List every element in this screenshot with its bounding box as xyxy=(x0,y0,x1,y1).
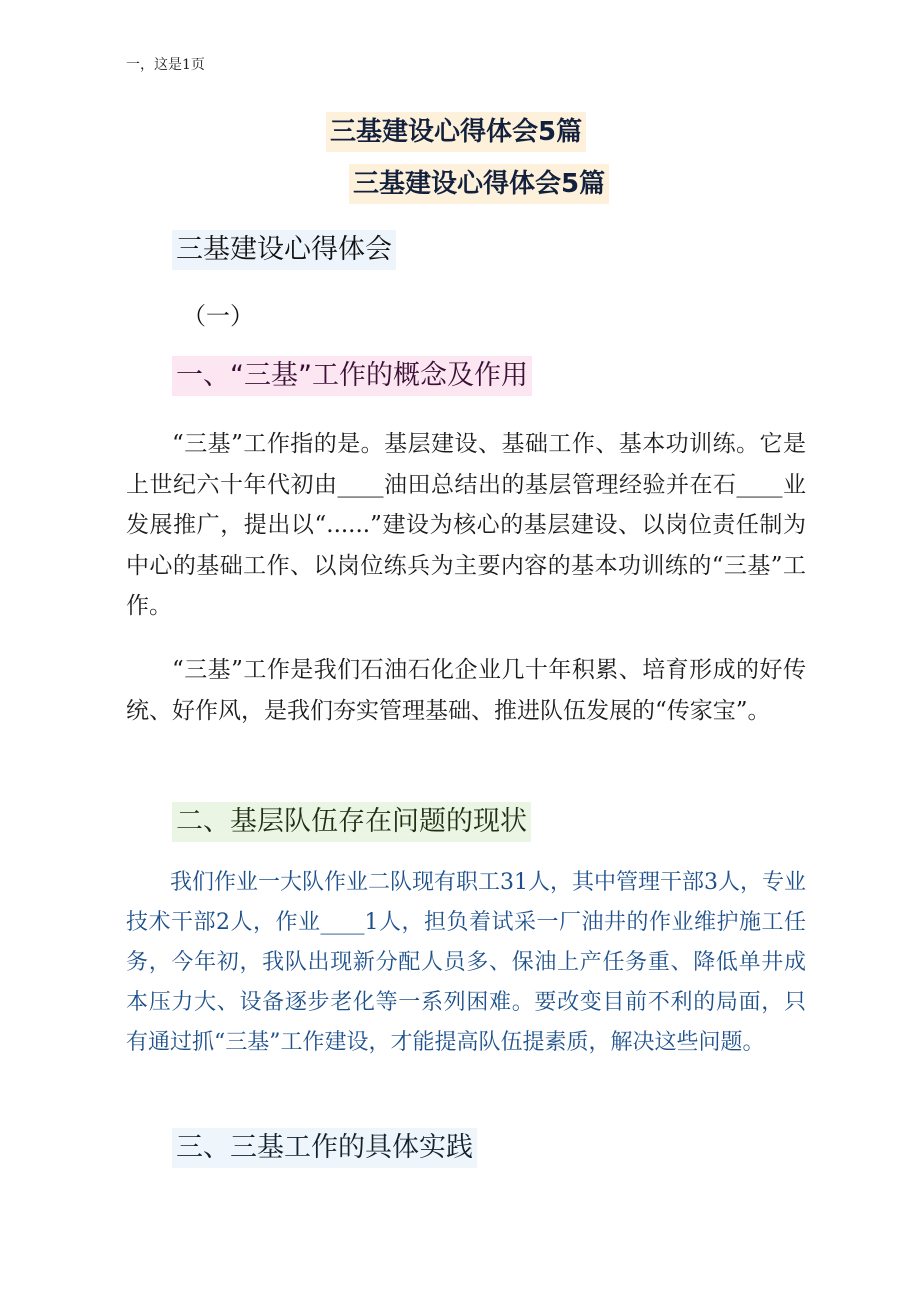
document-title: 三基建设心得体会5篇 xyxy=(326,112,586,152)
section-heading-3: 三、三基工作的具体实践 xyxy=(172,1128,477,1168)
section-heading-2: 二、基层队伍存在问题的现状 xyxy=(172,802,531,842)
main-heading: 三基建设心得体会 xyxy=(172,230,396,270)
paragraph-tradition: “三基”工作是我们石油石化企业几十年积累、培育形成的好传统、好作风，是我们夯实管理基础、推进队伍发展的“传家宝”。 xyxy=(126,657,806,724)
page-note: 一，这是1页 xyxy=(126,57,205,73)
paragraph-team-status: 我们作业一大队作业二队现有职工31人，其中管理干部3人，专业技术干部2人，作业____1人，担负着试采一厂油井的作业维护施工任务，今年初，我队出现新分配人员多、保油上产任务重、降低单井成本压力大、设备逐步老化等一系列困难。要改变目前不利的局面，只有通过抓“三基”工作建设，才能提高队伍提素质，解决这些问题。 xyxy=(126,870,806,1055)
document-subtitle: 三基建设心得体会5篇 xyxy=(349,164,609,204)
part-number-heading: （一） xyxy=(182,302,254,330)
section-heading-1: 一、“三基”工作的概念及作用 xyxy=(172,356,532,396)
paragraph-concept: “三基”工作指的是。基层建设、基础工作、基本功训练。它是上世纪六十年代初由____油田总结出的基层管理经验并在石____业发展推广，提出以“......”建设为核心的基层建设、以岗位责任制为中心的基础工作、以岗位练兵为主要内容的基本功训练的“三基”工作。 xyxy=(126,431,806,619)
